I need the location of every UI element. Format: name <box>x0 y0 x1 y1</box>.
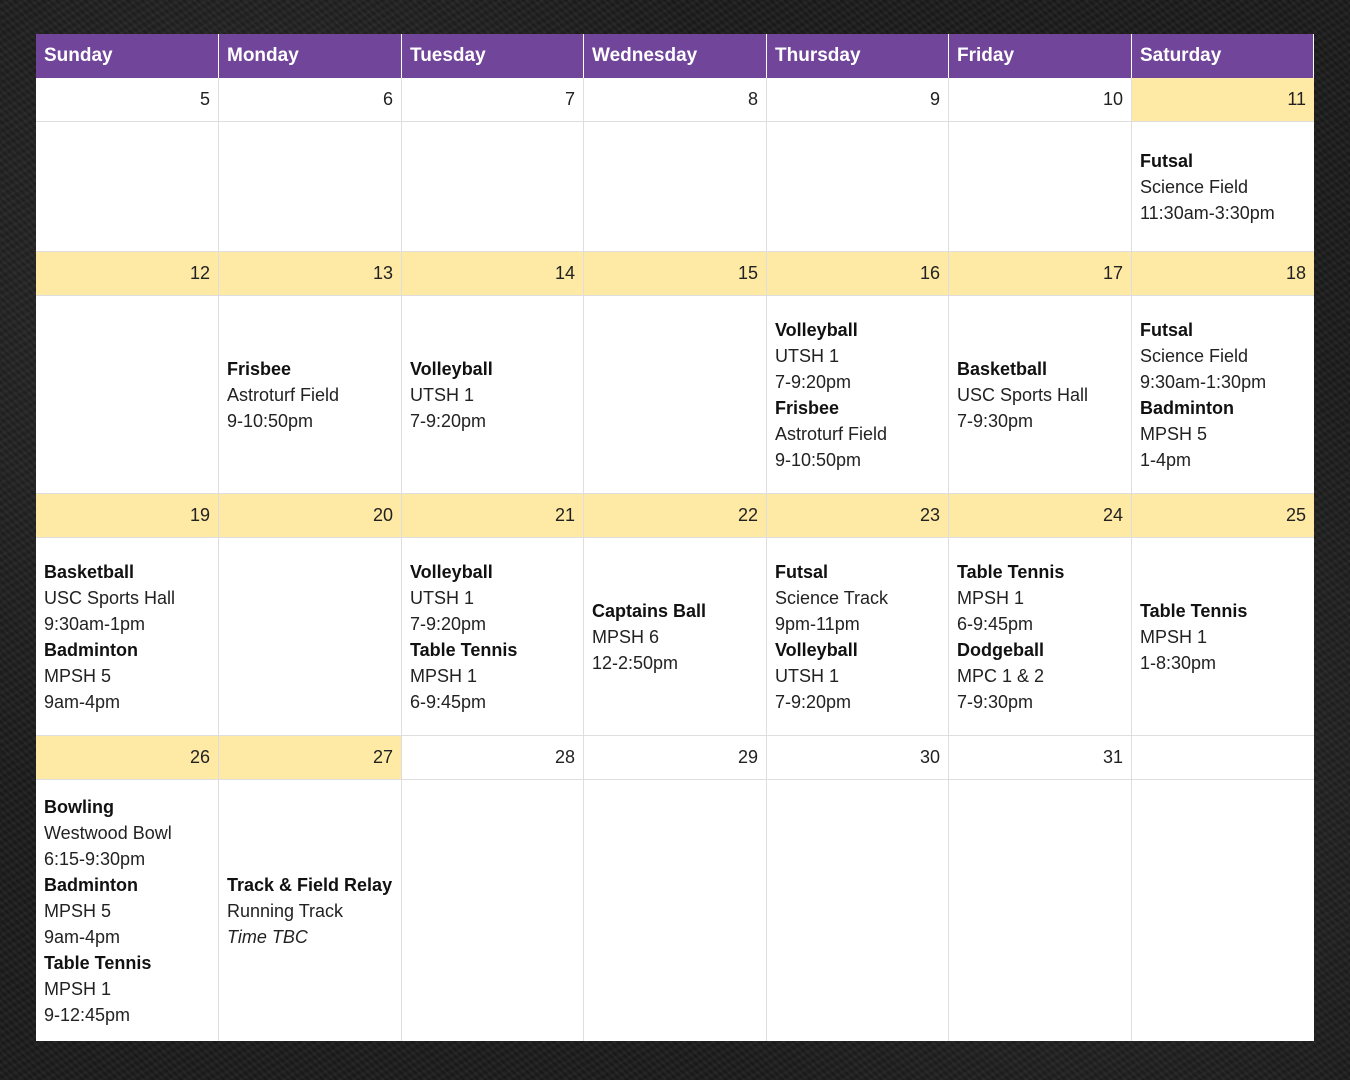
date-number: 8 <box>584 78 767 122</box>
day-cell[interactable] <box>1132 296 1314 494</box>
event-venue: Westwood Bowl <box>44 822 172 843</box>
date-number: 22 <box>584 494 767 538</box>
date-number: 30 <box>767 736 949 780</box>
event-time: 6-9:45pm <box>410 691 487 712</box>
event-sport: Futsal <box>1140 319 1194 340</box>
event-time: 9-10:50pm <box>775 449 862 470</box>
day-header-monday: Monday <box>219 34 402 78</box>
day-cell[interactable] <box>402 122 584 252</box>
event-time: 1-8:30pm <box>1140 652 1217 673</box>
event-time: 7-9:20pm <box>410 613 487 634</box>
day-cell[interactable] <box>1132 122 1314 252</box>
date-number: 5 <box>36 78 219 122</box>
event-venue: Science Field <box>1140 176 1249 197</box>
event-venue: UTSH 1 <box>775 345 840 366</box>
day-cell[interactable] <box>584 296 767 494</box>
event-time: 7-9:20pm <box>775 691 852 712</box>
event-time: 7-9:30pm <box>957 410 1034 431</box>
date-number: 19 <box>36 494 219 538</box>
date-number: 29 <box>584 736 767 780</box>
day-cell[interactable] <box>584 538 767 736</box>
day-cell[interactable] <box>949 122 1132 252</box>
event-time: 6-9:45pm <box>957 613 1034 634</box>
day-cell[interactable] <box>219 780 402 1041</box>
date-number: 20 <box>219 494 402 538</box>
date-number: 13 <box>219 252 402 296</box>
event-sport: Volleyball <box>410 358 493 379</box>
event-time: 7-9:30pm <box>957 691 1034 712</box>
event-sport: Table Tennis <box>1140 600 1248 621</box>
event-time: 12-2:50pm <box>592 652 679 673</box>
event-sport: Dodgeball <box>957 639 1045 660</box>
event-venue: MPSH 1 <box>410 665 478 686</box>
date-number: 14 <box>402 252 584 296</box>
event-sport: Futsal <box>1140 150 1194 171</box>
event-venue: Astroturf Field <box>775 423 888 444</box>
event-sport: Volleyball <box>410 561 493 582</box>
event-venue: UTSH 1 <box>410 587 475 608</box>
event-time: 11:30am-3:30pm <box>1140 202 1275 223</box>
date-number: 7 <box>402 78 584 122</box>
day-cell[interactable] <box>402 780 584 1041</box>
event-time: Time TBC <box>227 926 308 947</box>
event-venue: UTSH 1 <box>410 384 475 405</box>
event-venue: USC Sports Hall <box>957 384 1089 405</box>
event-venue: Science Field <box>1140 345 1249 366</box>
event-time: 9:30am-1pm <box>44 613 146 634</box>
date-number: 9 <box>767 78 949 122</box>
date-number: 28 <box>402 736 584 780</box>
event-time: 9pm-11pm <box>775 613 860 634</box>
date-number: 10 <box>949 78 1132 122</box>
event-time: 9am-4pm <box>44 926 121 947</box>
day-header-thursday: Thursday <box>767 34 949 78</box>
event-time: 6:15-9:30pm <box>44 848 146 869</box>
date-number: 26 <box>36 736 219 780</box>
day-cell[interactable] <box>767 538 949 736</box>
day-cell[interactable] <box>767 122 949 252</box>
day-cell[interactable] <box>402 296 584 494</box>
event-sport: Basketball <box>957 358 1048 379</box>
event-time: 9-10:50pm <box>227 410 314 431</box>
day-cell[interactable] <box>219 538 402 736</box>
event-sport: Captains Ball <box>592 600 707 621</box>
date-number: 17 <box>949 252 1132 296</box>
event-venue: MPSH 5 <box>44 900 112 921</box>
day-cell[interactable] <box>584 780 767 1041</box>
date-number: 16 <box>767 252 949 296</box>
event-venue: Astroturf Field <box>227 384 340 405</box>
date-number: 27 <box>219 736 402 780</box>
date-number: 31 <box>949 736 1132 780</box>
event-venue: MPSH 1 <box>44 978 112 999</box>
event-venue: MPSH 1 <box>957 587 1025 608</box>
day-header-tuesday: Tuesday <box>402 34 584 78</box>
date-number: 11 <box>1132 78 1314 122</box>
event-venue: MPSH 1 <box>1140 626 1208 647</box>
event-sport: Track & Field Relay <box>227 874 393 895</box>
day-header-wednesday: Wednesday <box>584 34 767 78</box>
date-number: 23 <box>767 494 949 538</box>
event-time: 9-12:45pm <box>44 1004 131 1025</box>
event-sport: Volleyball <box>775 319 858 340</box>
event-time: 7-9:20pm <box>775 371 852 392</box>
event-venue: USC Sports Hall <box>44 587 176 608</box>
day-cell[interactable] <box>584 122 767 252</box>
event-time: 1-4pm <box>1140 449 1192 470</box>
day-cell[interactable] <box>36 538 219 736</box>
date-number: 25 <box>1132 494 1314 538</box>
event-venue: MPSH 5 <box>44 665 112 686</box>
date-number: 15 <box>584 252 767 296</box>
event-sport: Table Tennis <box>410 639 518 660</box>
day-cell[interactable] <box>1132 538 1314 736</box>
event-sport: Table Tennis <box>44 952 152 973</box>
event-sport: Table Tennis <box>957 561 1065 582</box>
day-cell[interactable] <box>767 780 949 1041</box>
date-number: 18 <box>1132 252 1314 296</box>
day-cell[interactable] <box>36 122 219 252</box>
day-cell[interactable] <box>767 296 949 494</box>
event-sport: Badminton <box>1140 397 1234 418</box>
day-cell[interactable] <box>949 296 1132 494</box>
event-venue: UTSH 1 <box>775 665 840 686</box>
day-cell[interactable] <box>219 122 402 252</box>
day-cell[interactable] <box>36 296 219 494</box>
event-venue: Science Track <box>775 587 889 608</box>
date-number <box>1132 736 1314 780</box>
day-cell[interactable] <box>219 296 402 494</box>
date-number: 6 <box>219 78 402 122</box>
event-venue: MPC 1 & 2 <box>957 665 1045 686</box>
day-cell[interactable] <box>402 538 584 736</box>
event-time: 9am-4pm <box>44 691 121 712</box>
day-cell[interactable] <box>949 780 1132 1041</box>
event-venue: Running Track <box>227 900 344 921</box>
event-venue: MPSH 5 <box>1140 423 1208 444</box>
event-venue: MPSH 6 <box>592 626 660 647</box>
day-cell[interactable] <box>949 538 1132 736</box>
day-header-saturday: Saturday <box>1132 34 1314 78</box>
day-header-friday: Friday <box>949 34 1132 78</box>
event-sport: Frisbee <box>775 397 840 418</box>
date-number: 24 <box>949 494 1132 538</box>
date-number: 21 <box>402 494 584 538</box>
date-number: 12 <box>36 252 219 296</box>
month-calendar <box>36 34 1314 1041</box>
event-sport: Futsal <box>775 561 829 582</box>
event-sport: Frisbee <box>227 358 292 379</box>
day-cell[interactable] <box>1132 780 1314 1041</box>
event-sport: Bowling <box>44 796 114 817</box>
event-sport: Volleyball <box>775 639 858 660</box>
event-sport: Basketball <box>44 561 135 582</box>
event-sport: Badminton <box>44 874 138 895</box>
event-sport: Badminton <box>44 639 138 660</box>
event-time: 9:30am-1:30pm <box>1140 371 1267 392</box>
event-time: 7-9:20pm <box>410 410 487 431</box>
day-header-sunday: Sunday <box>36 34 219 78</box>
day-cell[interactable] <box>36 780 219 1041</box>
